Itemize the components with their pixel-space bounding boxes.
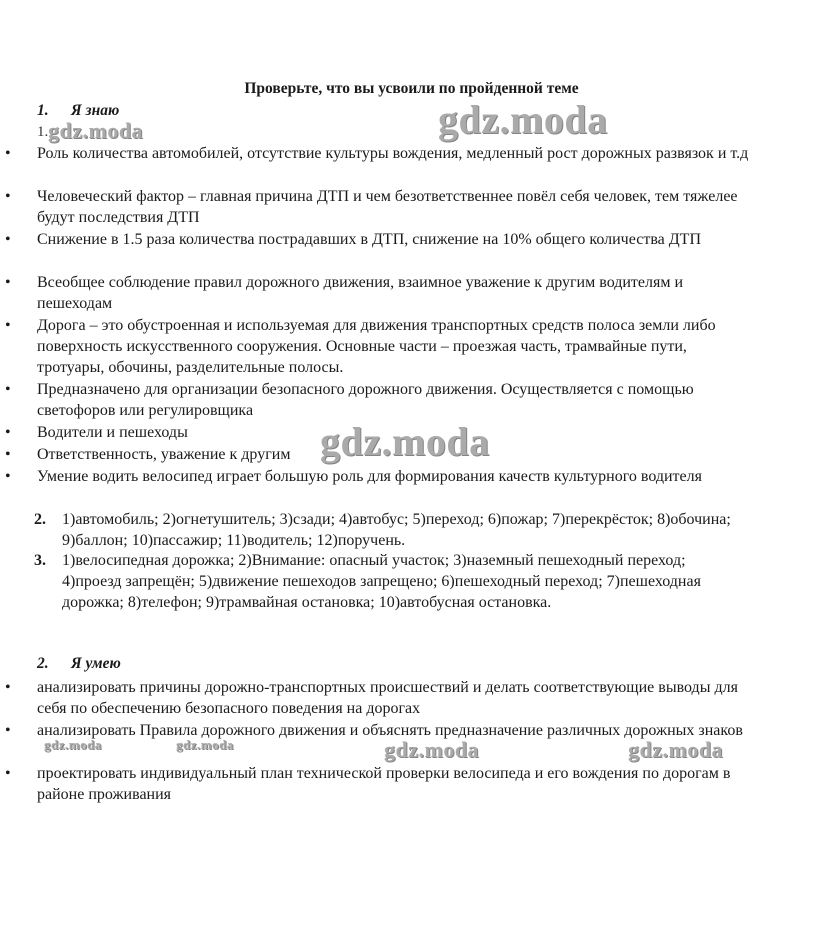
section-1-subnumber: 1. bbox=[37, 124, 49, 140]
numbered-item bbox=[34, 509, 742, 551]
numbered-item-number: 3. bbox=[34, 552, 46, 569]
section-2-number: 2. bbox=[37, 655, 49, 672]
watermark: gdz.moda bbox=[44, 737, 102, 752]
section-2-heading bbox=[37, 655, 121, 673]
list-item: • Дорога – это обустроенная и используемая для движения транспортных средств полоса земли либо поверхность искусственного сооружения. Основные части – проезжая часть, трамвайные пути, тротуары, обочины, разделительные полосы. bbox=[37, 315, 757, 378]
list-item: • Всеобщее соблюдение правил дорожного движения, взаимное уважение к другим водителям и пешеходам bbox=[37, 272, 757, 314]
watermark: gdz.moda bbox=[628, 737, 724, 762]
watermark: gdz.moda bbox=[438, 97, 608, 142]
list-item: • анализировать Правила дорожного движения и объяснять предназначение различных дорожных знаков bbox=[37, 720, 757, 741]
section-1-number: 1. bbox=[37, 102, 49, 119]
list-item: • Умение водить велосипед играет большую роль для формирования качеств культурного водителя bbox=[37, 466, 757, 487]
numbered-item-text: 1)велосипедная дорожка; 2)Внимание: опасный участок; 3)наземный пешеходный переход; 4)проезд запрещён; 5)движение пешеходов запрещено; 6)пешеходный переход; 7)пешеходная дорожка; 8)телефон; 9)трамвайная остановка; 10)автобусная остановка. bbox=[62, 552, 701, 611]
list-item: • Ответственность, уважение к другим bbox=[37, 444, 757, 465]
section-2-title: Я умею bbox=[71, 655, 121, 672]
numbered-item-number: 2. bbox=[34, 511, 46, 528]
list-item: • Предназначено для организации безопасного дорожного движения. Осуществляется с помощью светофоров или регулировщика bbox=[37, 379, 757, 421]
list-item: • Снижение в 1.5 раза количества пострадавших в ДТП, снижение на 10% общего количества ДТП bbox=[37, 229, 757, 250]
watermark: gdz.moda bbox=[384, 737, 480, 762]
list-item: • Роль количества автомобилей, отсутствие культуры вождения, медленный рост дорожных развязок и т.д bbox=[37, 143, 757, 164]
page-title: Проверьте, что вы усвоили по пройденной теме bbox=[244, 80, 579, 97]
list-item: • проектировать индивидуальный план технической проверки велосипеда и его вождения по дорогам в районе проживания bbox=[37, 763, 757, 805]
section-1-title: Я знаю bbox=[71, 102, 120, 119]
watermark: gdz.moda bbox=[320, 419, 490, 464]
numbered-item bbox=[34, 550, 742, 613]
list-item: • Человеческий фактор – главная причина ДТП и чем безответственнее повёл себя человек, тем тяжелее будут последствия ДТП bbox=[37, 186, 757, 228]
watermark: gdz.moda bbox=[48, 118, 144, 143]
numbered-item-text: 1)автомобиль; 2)огнетушитель; 3)сзади; 4)автобус; 5)переход; 6)пожар; 7)перекрёсток; 8)обочина; 9)баллон; 10)пассажир; 11)водитель; 12)поручень. bbox=[62, 511, 731, 549]
list-item: • анализировать причины дорожно-транспортных происшествий и делать соответствующие выводы для себя по обеспечению безопасного поведения на дорогах bbox=[37, 677, 757, 719]
watermark: gdz.moda bbox=[176, 737, 234, 752]
list-item: • Водители и пешеходы bbox=[37, 422, 757, 443]
